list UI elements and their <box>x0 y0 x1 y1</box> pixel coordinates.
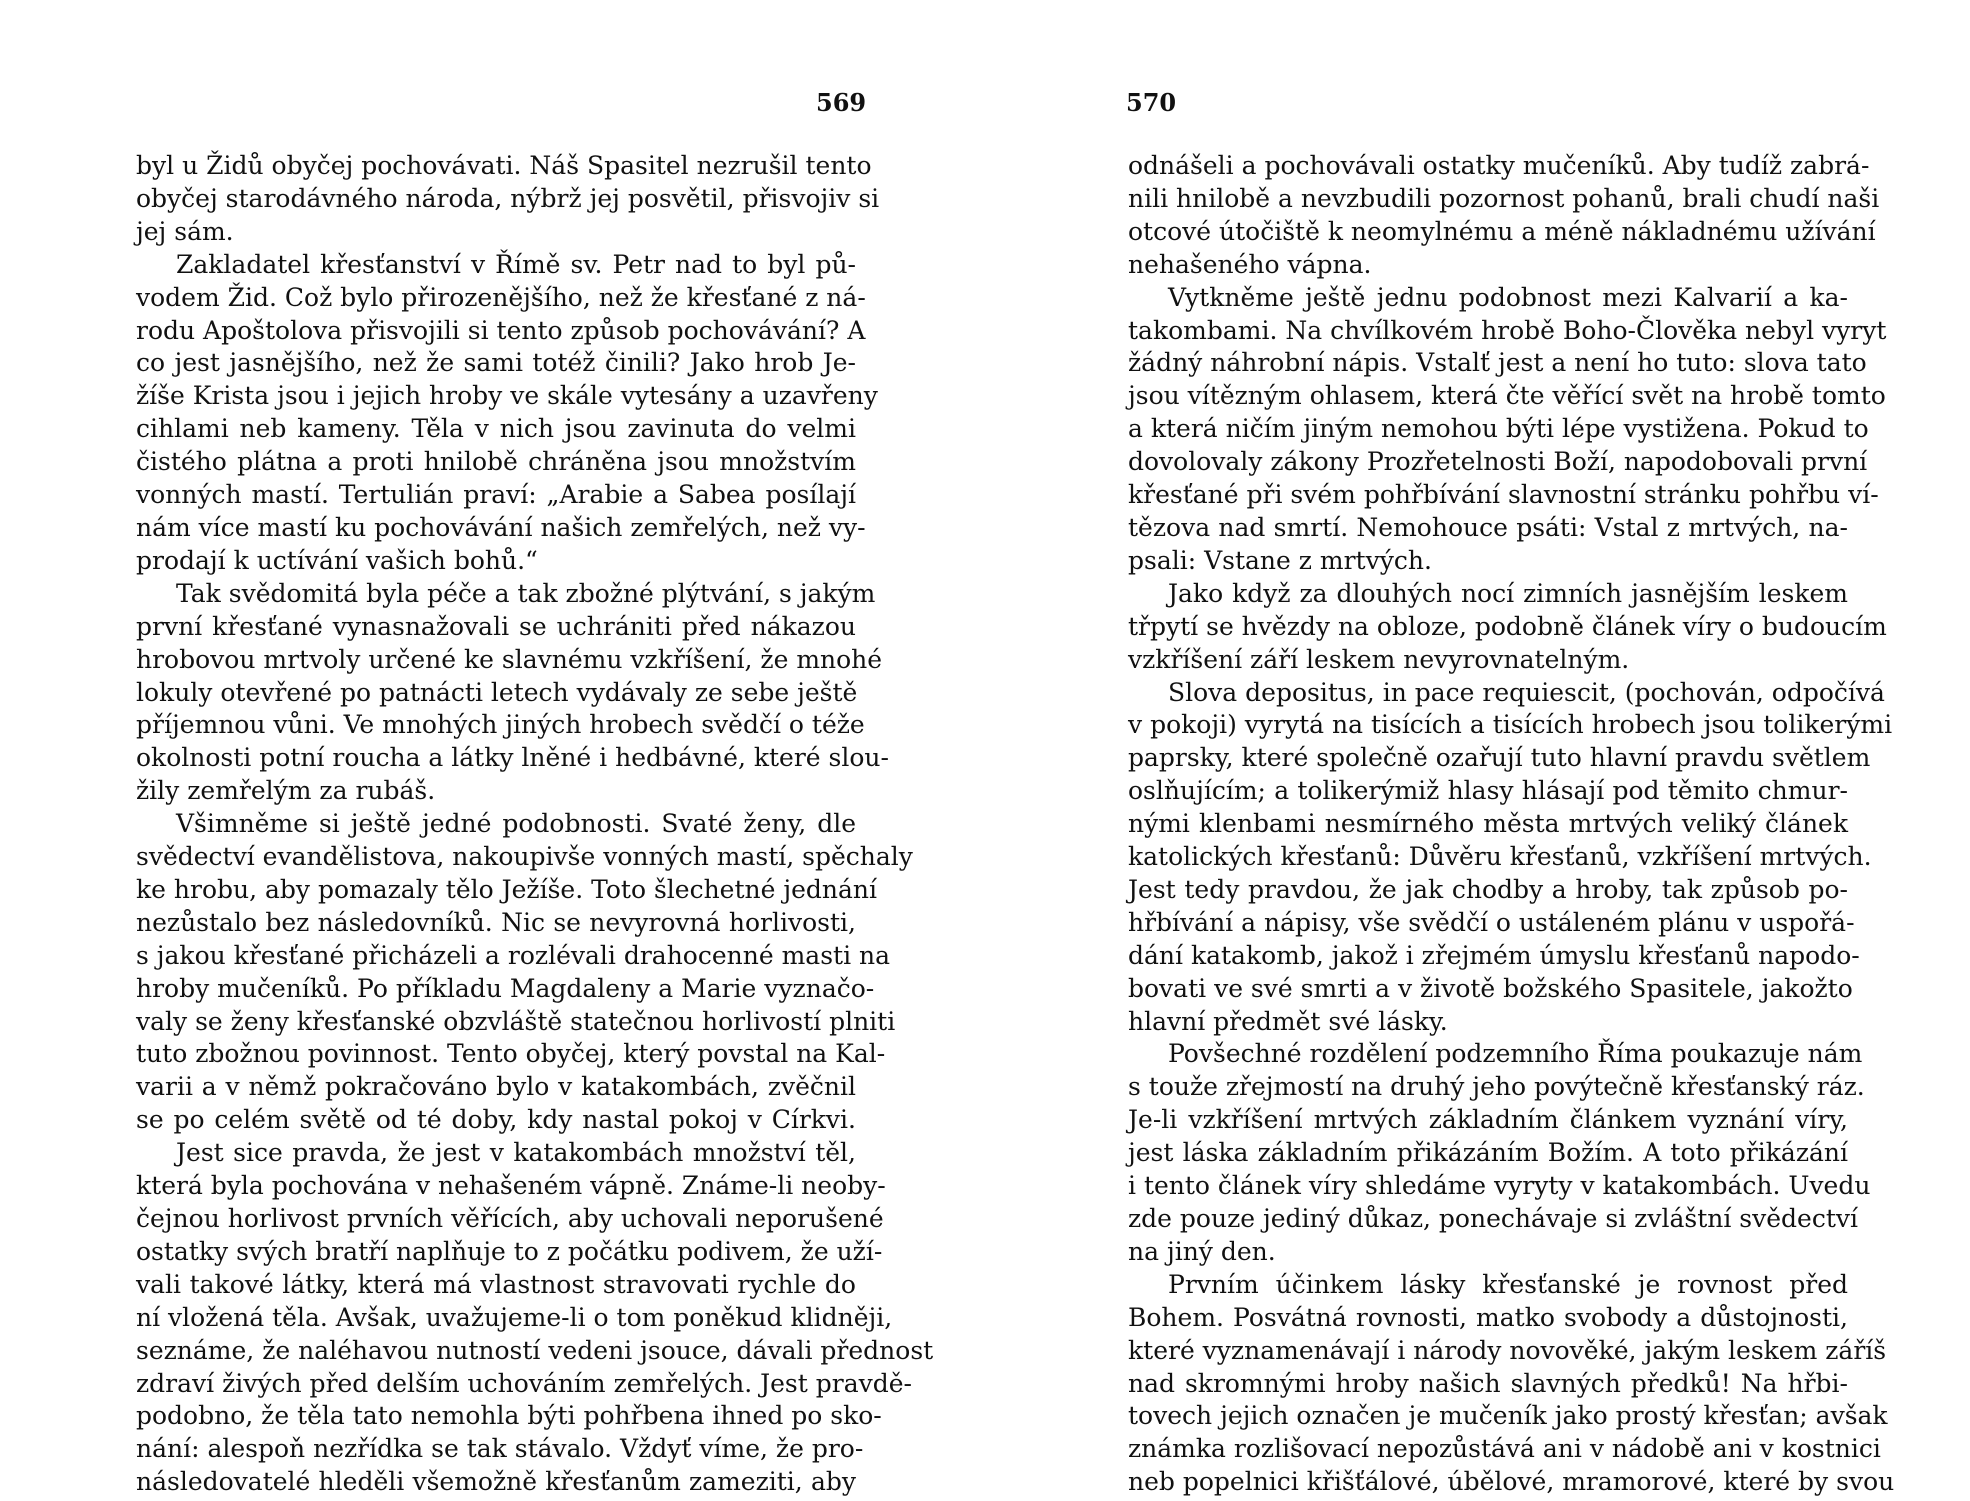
text-line: nili hnilobě a nevzbudili pozornost pohanů, brali chudí naši <box>1128 183 1880 213</box>
text-line: takombami. Na chvílkovém hrobě Boho-Člověka nebyl vyryt <box>1128 315 1887 345</box>
text-line: rodu Apoštolova přisvojili si tento způsob pochovávání? A <box>136 315 866 345</box>
text-line: Slova depositus, in pace requiescit, (pochován, odpočívá <box>1168 677 1885 707</box>
text-line: nehašeného vápna. <box>1128 249 1372 279</box>
text-line: v pokoji) vyrytá na tisících a tisících hrobech jsou tolikerými <box>1128 710 1893 740</box>
text-line: obyčej starodávného národa, nýbrž jej posvětil, přisvojiv si <box>136 183 880 213</box>
text-line: Tak svědomitá byla péče a tak zbožné plýtvání, s jakým <box>176 578 876 608</box>
text-line: a která ničím jiným nemohou býti lépe vystižena. Pokud to <box>1128 414 1869 444</box>
text-line: jej sám. <box>136 216 234 246</box>
text-line: Bohem. Posvátná rovnosti, matko svobody a důstojnosti, <box>1128 1302 1848 1332</box>
text-line: hlavní předmět své lásky. <box>1128 1006 1448 1036</box>
text-line: katolických křesťanů: Důvěru křesťanů, vzkříšení mrtvých. <box>1128 842 1872 872</box>
text-line: hřbívání a nápisy, vše svědčí o ustáleném plánu v uspořá- <box>1128 907 1855 937</box>
text-line: jsou vítězným ohlasem, která čte věřící svět na hrobě tomto <box>1128 381 1886 411</box>
text-line: Je-li vzkříšení mrtvých základním článkem vyznání víry, <box>1128 1105 1848 1135</box>
text-line: otcové útočiště k neomylnému a méně nákladnému užívání <box>1128 216 1876 246</box>
text-line: následovatelé hleděli všemožně křesťanům zameziti, aby <box>136 1467 856 1497</box>
text-line: seznáme, že naléhavou nutností vedeni jsouce, dávali přednost <box>136 1335 934 1365</box>
text-line: tězova nad smrtí. Nemohouce psáti: Vstal z mrtvých, na- <box>1128 512 1848 542</box>
text-line: co jest jasnějšího, než že sami totéž činili? Jako hrob Je- <box>136 348 856 378</box>
text-line: Prvním účinkem lásky křesťanské je rovnost před <box>1168 1269 1848 1299</box>
text-line: vodem Žid. Což bylo přirozenějšího, než že křesťané z ná- <box>136 282 866 312</box>
text-line: cihlami neb kameny. Těla v nich jsou zavinuta do velmi <box>136 414 856 444</box>
text-line: Jest sice pravda, že jest v katakombách množství těl, <box>176 1138 856 1168</box>
text-line: s jakou křesťané přicházeli a rozlévali drahocenné masti na <box>136 940 891 970</box>
text-line: psali: Vstane z mrtvých. <box>1128 545 1432 575</box>
text-line: oslňujícím; a tolikerýmiž hlasy hlásají pod těmito chmur- <box>1128 776 1848 806</box>
text-line: nezůstalo bez následovníků. Nic se nevyrovná horlivosti, <box>136 907 856 937</box>
text-line: třpytí se hvězdy na obloze, podobně článek víry o budoucím <box>1128 611 1887 641</box>
text-line: odnášeli a pochovávali ostatky mučeníků. Aby tudíž zabrá- <box>1128 151 1870 180</box>
text-line: hrobovou mrtvoly určené ke slavnému vzkříšení, že mnohé <box>136 644 883 674</box>
text-line: které vyznamenávají i národy novověké, jakým leskem záříš <box>1128 1335 1887 1365</box>
text-line: čejnou horlivost prvních věřících, aby uchovali neporušené <box>136 1204 884 1233</box>
text-line: Všimněme si ještě jedné podobnosti. Svaté ženy, dle <box>176 809 856 839</box>
text-line: příjemnou vůni. Ve mnohých jiných hrobech svědčí o téže <box>136 710 865 740</box>
text-line: Jest tedy pravdou, že jak chodby a hroby, tak způsob po- <box>1128 874 1848 904</box>
text-line: s touže zřejmostí na druhý jeho povýtečně křesťanský ráz. <box>1128 1072 1865 1102</box>
text-line: svědectví evandělistova, nakoupivše vonných mastí, spěchaly <box>136 842 913 872</box>
text-line: Jako když za dlouhých nocí zimních jasnějším leskem <box>1168 578 1848 608</box>
text-line: křesťané při svém pohřbívání slavnostní stránku pohřbu ví- <box>1128 480 1879 510</box>
text-line: zdraví živých před delším uchováním zemřelých. Jest pravdě- <box>136 1368 912 1398</box>
text-line: paprsky, které společně ozařují tuto hlavní pravdu světlem <box>1128 743 1871 773</box>
page-text <box>1128 150 1895 1499</box>
text-line: bovati ve své smrti a v životě božského Spasitele, jakožto <box>1128 973 1853 1003</box>
text-line: varii a v němž pokračováno bylo v katakombách, zvěčnil <box>136 1072 856 1102</box>
page-number: 570 <box>1126 88 1177 117</box>
text-line: vali takové látky, která má vlastnost stravovati rychle do <box>136 1269 856 1299</box>
text-line: byl u Židů obyčej pochovávati. Náš Spasitel nezrušil tento <box>136 151 872 180</box>
text-line: nám více mastí ku pochovávání našich zemřelých, než vy- <box>136 512 866 542</box>
text-line: lokuly otevřené po patnácti letech vydávaly ze sebe ještě <box>136 677 858 707</box>
text-line: neb popelnici křišťálové, úbělové, mramorové, které by svou <box>1128 1467 1895 1497</box>
text-line: tovech jejich označen je mučeník jako prostý křesťan; avšak <box>1128 1401 1888 1431</box>
text-line: nad skromnými hroby našich slavných předků! Na hřbi- <box>1128 1368 1848 1398</box>
page-text <box>136 150 934 1499</box>
text-line: Vytkněme ještě jednu podobnost mezi Kalvarií a ka- <box>1168 282 1848 312</box>
text-line: dovolovaly zákony Prozřetelnosti Boží, napodobovali první <box>1128 447 1868 477</box>
text-line: jest láska základním přikázáním Božím. A toto přikázání <box>1128 1138 1848 1168</box>
text-line: na jiný den. <box>1128 1236 1276 1266</box>
text-line: známka rozlišovací nepozůstává ani v nádobě ani v kostnici <box>1128 1434 1881 1464</box>
right-page <box>985 0 1970 1501</box>
text-line: tuto zbožnou povinnost. Tento obyčej, který povstal na Kal- <box>136 1039 886 1069</box>
text-line: žádný náhrobní nápis. Vstalť jest a není ho tuto: slova tato <box>1128 348 1867 378</box>
text-line: ní vložená těla. Avšak, uvažujeme-li o tom poněkud klidněji, <box>136 1302 893 1332</box>
text-line: dání katakomb, jakož i zřejmém úmyslu křesťanů napodo- <box>1128 940 1860 970</box>
text-line: žíše Krista jsou i jejich hroby ve skále vytesány a uzavřeny <box>136 381 878 411</box>
text-line: čistého plátna a proti hnilobě chráněna jsou množstvím <box>136 447 856 477</box>
text-line: nými klenbami nesmírného města mrtvých veliký článek <box>1128 809 1848 839</box>
text-line: ke hrobu, aby pomazaly tělo Ježíše. Toto šlechetné jednání <box>136 874 878 904</box>
text-line: ostatky svých bratří naplňuje to z počátku podivem, že uží- <box>136 1236 883 1266</box>
page-number: 569 <box>816 88 867 117</box>
text-line: která byla pochována v nehašeném vápně. Známe-li neoby- <box>136 1171 886 1201</box>
text-line: žily zemřelým za rubáš. <box>136 776 436 806</box>
text-line: nání: alespoň nezřídka se tak stávalo. Vždyť víme, že pro- <box>136 1434 864 1464</box>
text-line: Povšechné rozdělení podzemního Říma poukazuje nám <box>1168 1039 1863 1069</box>
text-line: vonných mastí. Tertulián praví: „Arabie a Sabea posílají <box>136 480 856 510</box>
text-line: prodají k uctívání vašich bohů.“ <box>136 545 538 575</box>
text-line: Zakladatel křesťanství v Římě sv. Petr nad to byl pů- <box>176 249 856 279</box>
text-line: i tento článek víry shledáme vyryty v katakombách. Uvedu <box>1128 1171 1871 1201</box>
text-line: valy se ženy křesťanské obzvláště statečnou horlivostí plniti <box>136 1006 896 1036</box>
text-line: hroby mučeníků. Po příkladu Magdaleny a Marie vyznačo- <box>136 973 875 1003</box>
text-line: první křesťané vynasnažovali se uchrániti před nákazou <box>136 611 856 641</box>
text-line: se po celém světě od té doby, kdy nastal pokoj v Církvi. <box>136 1105 856 1135</box>
text-line: vzkříšení září leskem nevyrovnatelným. <box>1128 644 1630 674</box>
text-line: podobno, že těla tato nemohla býti pohřbena ihned po sko- <box>136 1401 882 1431</box>
text-line: zde pouze jediný důkaz, ponechávaje si zvláštní svědectví <box>1128 1204 1859 1233</box>
text-line: okolnosti potní roucha a látky lněné i hedbávné, které slou- <box>136 743 889 773</box>
